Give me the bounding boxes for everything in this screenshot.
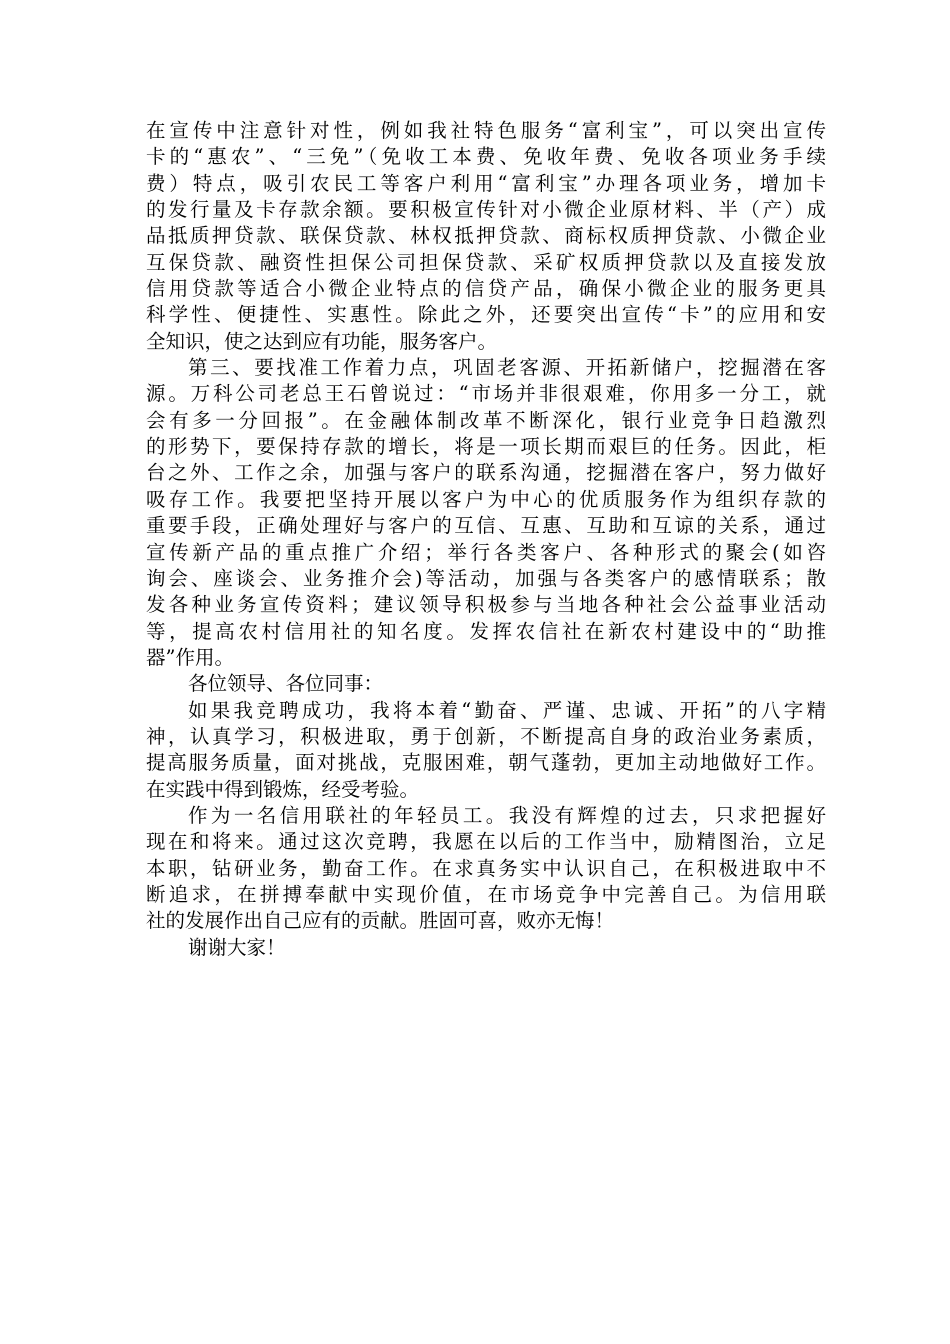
text-line: 断追求，在拼搏奉献中实现价值，在市场竞争中完善自己。为信用联 [146, 882, 826, 906]
text-line: 等，提高农村信用社的知名度。发挥农信社在新农村建设中的“助推 [146, 619, 826, 643]
text-line: 在宣传中注意针对性，例如我社特色服务“富利宝”，可以突出宣传 [146, 119, 826, 142]
text-line: 互保贷款、融资性担保公司担保贷款、采矿权质押贷款以及直接发放 [146, 250, 826, 274]
text-line: 台之外、工作之余，加强与客户的联系沟通，挖掘潜在客户，努力做好 [146, 461, 826, 485]
text-line: 宣传新产品的重点推广介绍；举行各类客户、各种形式的聚会(如咨 [146, 540, 826, 564]
text-line: 吸存工作。我要把坚持开展以客户为中心的优质服务作为组织存款的 [146, 487, 826, 511]
text-line: 发各种业务宣传资料；建议领导积极参与当地各种社会公益事业活动 [146, 593, 826, 617]
text-line: 本职，钻研业务，勤奋工作。在求真务实中认识自己，在积极进取中不 [146, 856, 826, 880]
text-line: 社的发展作出自己应有的贡献。胜固可喜，败亦无悔！ [146, 909, 615, 933]
text-line: 在实践中得到锻炼，经受考验。 [146, 777, 420, 801]
text-line: 各位领导、各位同事： [188, 672, 384, 696]
text-line: 费）特点，吸引农民工等客户利用“富利宝”办理各项业务，增加卡 [146, 171, 826, 195]
text-line: 会有多一分回报”。在金融体制改革不断深化，银行业竞争日趋激烈 [146, 408, 826, 432]
text-line: 的发行量及卡存款余额。要积极宣传针对小微企业原材料、半（产）成 [146, 198, 826, 222]
text-line: 谢谢大家！ [188, 935, 286, 959]
text-line: 器”作用。 [146, 645, 234, 669]
document-body [146, 118, 826, 961]
text-line: 第三、要找准工作着力点，巩固老客源、开拓新储户，挖掘潜在客 [188, 356, 826, 380]
text-line: 现在和将来。通过这次竞聘，我愿在以后的工作当中，励精图治，立足 [146, 830, 826, 854]
text-line: 全知识，使之达到应有功能，服务客户。 [146, 329, 498, 353]
text-line: 品抵质押贷款、联保贷款、林权抵押贷款、商标权质押贷款、小微企业 [146, 224, 826, 248]
text-line: 作为一名信用联社的年轻员工。我没有辉煌的过去，只求把握好 [188, 803, 826, 827]
text-line: 询会、座谈会、业务推介会)等活动，加强与各类客户的感情联系；散 [146, 566, 826, 590]
text-line: 的形势下，要保持存款的增长，将是一项长期而艰巨的任务。因此，柜 [146, 435, 826, 459]
text-line: 如果我竞聘成功，我将本着“勤奋、严谨、忠诚、开拓”的八字精 [188, 698, 826, 722]
text-line: 源。万科公司老总王石曾说过：“市场并非很艰难，你用多一分工，就 [146, 382, 826, 406]
text-line: 神，认真学习，积极进取，勇于创新，不断提高自身的政治业务素质， [146, 724, 826, 748]
text-line: 信用贷款等适合小微企业特点的信贷产品，确保小微企业的服务更具 [146, 277, 826, 301]
text-line: 科学性、便捷性、实惠性。除此之外，还要突出宣传“卡”的应用和安 [146, 303, 826, 327]
text-line: 提高服务质量，面对挑战，克服困难，朝气蓬勃，更加主动地做好工作。 [146, 751, 826, 775]
text-line: 卡的“惠农”、“三免”（免收工本费、免收年费、免收各项业务手续 [146, 145, 826, 169]
text-line: 重要手段，正确处理好与客户的互信、互惠、互助和互谅的关系，通过 [146, 514, 826, 538]
